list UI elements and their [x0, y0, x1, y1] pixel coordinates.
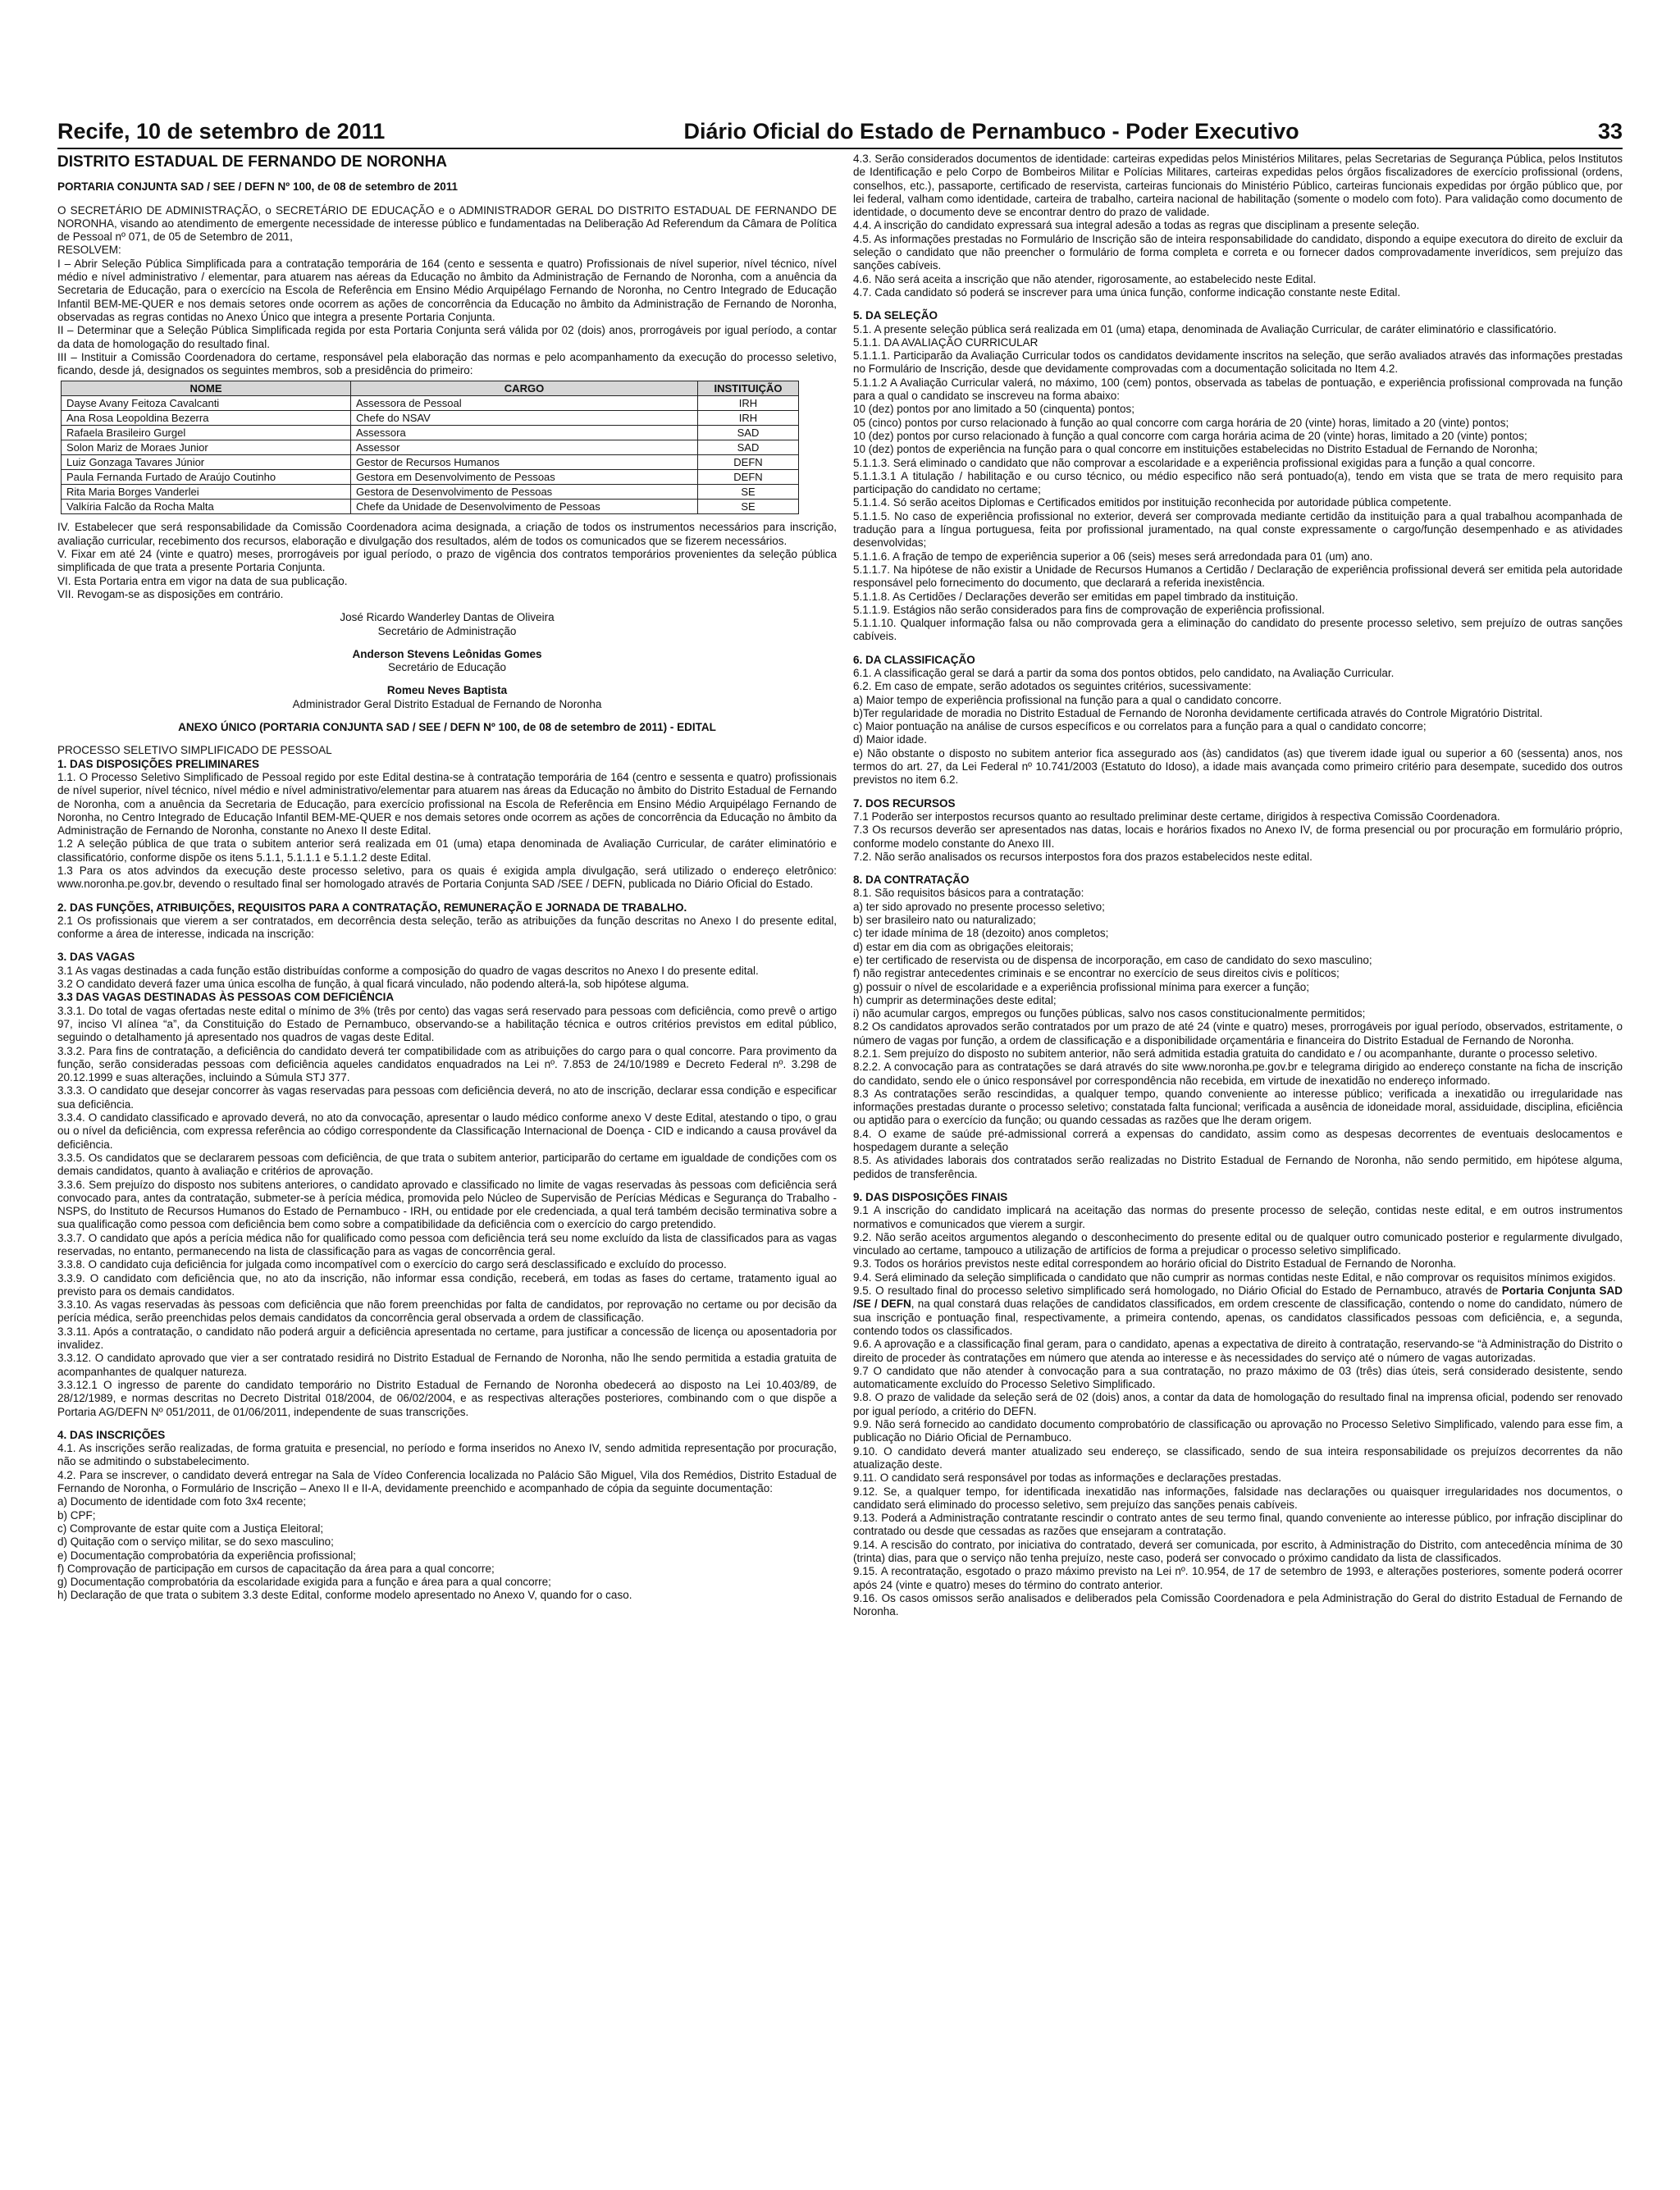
- paragraph: 9.6. A aprovação e a classificação final geram, para o candidato, apenas a expectativa de direito à contratação, reservando-se “à Administração do Distrito o direito de proceder às contratações em número que atenda ao interesse e às necessidades do serviço até o número de vagas autorizadas.: [853, 1338, 1623, 1364]
- paragraph: 3.3.9. O candidato com deficiência que, no ato da inscrição, não informar essa condição, receberá, em todas as fases do certame, tratamento igual ao previsto para os demais candidatos.: [57, 1271, 837, 1298]
- paragraph: a) ter sido aprovado no presente processo seletivo;: [853, 900, 1105, 913]
- paragraph: 10 (dez) pontos de experiência na função para o qual concorre em instituições estabelecidas no Distrito Estadual de Fernando de Noronha;: [853, 443, 1538, 456]
- resolvem: RESOLVEM:: [57, 244, 121, 257]
- cell-cargo: Gestora em Desenvolvimento de Pessoas: [351, 470, 698, 485]
- publication-title: Diário Oficial do Estado de Pernambuco - Poder Executivo: [683, 119, 1299, 144]
- paragraph: 9.15. A recontratação, esgotado o prazo máximo previsto na Lei nº. 10.954, de 17 de setembro de 1993, e alterações posteriores, somente poderá ocorrer após 24 (vinte e quatro) meses do término do contrato anterior.: [853, 1565, 1623, 1591]
- paragraph-9-5-start: 9.5. O resultado final do processo seletivo simplificado será homologado, no Diário Oficial do Estado de Pernambuco, através de: [853, 1284, 1502, 1298]
- cell-cargo: Chefe da Unidade de Desenvolvimento de Pessoas: [351, 500, 698, 514]
- paragraph: 5.1.1.6. A fração de tempo de experiência superior a 06 (seis) meses será arredondada para 01 (um) ano.: [853, 550, 1373, 563]
- section-3-title: 3. DAS VAGAS: [57, 951, 135, 964]
- cell-instituicao: IRH: [698, 396, 799, 411]
- paragraph: 1.2 A seleção pública de que trata o subitem anterior será realizada em 01 (uma) etapa denominada de Avaliação Curricular, de caráter eliminatório e classificatório, conforme dispõe os itens 5.1.1, 5.1.1.1 e 5.1.1.2 deste Edital.: [57, 837, 837, 864]
- list-item: h) Declaração de que trata o subitem 3.3 deste Edital, conforme modelo apresentado no Anexo V, quando for o caso.: [57, 1589, 632, 1602]
- item-ii: II – Determinar que a Seleção Pública Simplificada regida por esta Portaria Conjunta será válida por 02 (dois) anos, prorrogáveis por igual período, a contar da data de homologação do resultado final.: [57, 324, 837, 350]
- cell-cargo: Gestor de Recursos Humanos: [351, 455, 698, 470]
- table-row: [62, 426, 799, 440]
- page-number: 33: [1597, 119, 1623, 144]
- section-7-title: 7. DOS RECURSOS: [853, 796, 956, 810]
- paragraph: 3.3.4. O candidato classificado e aprovado deverá, no ato da convocação, apresentar o laudo médico conforme anexo V deste Edital, atestando o tipo, o grau ou o nível da deficiência, com expressa referência ao código correspondente da Classificação Internacional de Doença - CID e indicando a causa provável da deficiência.: [57, 1111, 837, 1151]
- list-item: b) CPF;: [57, 1508, 96, 1522]
- paragraph: 5.1.1.3.1 A titulação / habilitação e ou curso técnico, ou médio especifico não será pontuado(a), tendo em vista que se trata de mero requisito para participação do candidato no certame;: [853, 469, 1623, 496]
- paragraph: 6.2. Em caso de empate, serão adotados os seguintes critérios, sucessivamente:: [853, 680, 1252, 693]
- list-item: e) Documentação comprobatória da experiência profissional;: [57, 1549, 356, 1562]
- paragraph: 4.2. Para se inscrever, o candidato deverá entregar na Sala de Vídeo Conferencia localizada no Palácio São Miguel, Vila dos Remédios, Distrito Estadual de Fernando de Noronha, o Formulário de Inscrição – Anexo II e II-A, devidamente preenchido e acompanhado de cópia da seguinte documentação:: [57, 1468, 837, 1495]
- paragraph: 05 (cinco) pontos por curso relacionado à função ao qual concorre com carga horária de 20 (vinte) horas, limitado a 20 (vinte) pontos;: [853, 416, 1509, 429]
- paragraph: 9.14. A rescisão do contrato, por iniciativa do contratado, deverá ser comunicada, por escrito, à Administração do Distrito, com antecedência mínima de 30 (trinta) dias, para que o serviço não tenha prejuízo, neste caso, poderá ser convocado o próximo candidato da lista de classificados.: [853, 1538, 1623, 1564]
- paragraph: 5.1.1.1. Participarão da Avaliação Curricular todos os candidatos devidamente inscritos na seleção, que serão avaliados através das informações prestadas no Formulário de Inscrição, desde que devidamente comprovadas com a documentação solicitada no Item 4.2.: [853, 349, 1623, 376]
- paragraph: b) ser brasileiro nato ou naturalizado;: [853, 914, 1036, 927]
- paragraph: 8.1. São requisitos básicos para a contratação:: [853, 887, 1084, 900]
- table-row: [62, 396, 799, 411]
- paragraph: 10 (dez) pontos por ano limitado a 50 (cinquenta) pontos;: [853, 403, 1134, 416]
- paragraph: i) não acumular cargos, empregos ou funções públicas, salvo nos casos constitucionalmente permitidos;: [853, 1007, 1366, 1020]
- masthead: [57, 112, 1623, 149]
- table-row: [62, 470, 799, 485]
- paragraph: c) ter idade mínima de 18 (dezoito) anos completos;: [853, 927, 1109, 940]
- paragraph: 2.1 Os profissionais que vierem a ser contratados, em decorrência desta seleção, terão as atribuições da função descritas no Anexo I do presente edital, conforme a área de interesse, indicada na inscrição:: [57, 914, 837, 941]
- cell-instituicao: SE: [698, 500, 799, 514]
- cell-nome: Valkíria Falcão da Rocha Malta: [62, 500, 351, 514]
- paragraph: 5.1.1.9. Estágios não serão considerados para fins de comprovação de experiência profissional.: [853, 603, 1325, 616]
- list-item: d) Quitação com o serviço militar, se do sexo masculino;: [57, 1535, 334, 1549]
- paragraph: g) possuir o nível de escolaridade e a experiência profissional mínima para exercer a função;: [853, 980, 1310, 993]
- paragraph: 3.3.12.1 O ingresso de parente do candidato temporário no Distrito Estadual de Fernando de Noronha obedecerá ao disposto na Lei 10.403/89, de 28/12/1989, e normas descritas no Decreto Distrital 018/2004, de 06/02/2004, e as respectivas alterações posteriores, combinando com o que dispõe a Portaria AG/DEFN Nº 051/2011, de 01/06/2011, independente de suas transcrições.: [57, 1378, 837, 1418]
- cell-cargo: Chefe do NSAV: [351, 411, 698, 426]
- intro-paragraph: O SECRETÁRIO DE ADMINISTRAÇÃO, o SECRETÁRIO DE EDUCAÇÃO e o ADMINISTRADOR GERAL DO DISTRITO ESTADUAL DE FERNANDO DE NORONHA, visando ao atendimento de emergente necessidade de interesse público e fundamentadas na Deliberação Ad Referendum da Câmara de Política de Pessoal nº 071, de 05 de Setembro de 2011,: [57, 203, 837, 244]
- cell-nome: Dayse Avany Feitoza Cavalcanti: [62, 396, 351, 411]
- item-vii: VII. Revogam-se as disposições em contrário.: [57, 587, 284, 600]
- paragraph: 9.10. O candidato deverá manter atualizado seu endereço, se classificado, sendo de sua inteira responsabilidade os prejuízos decorrentes da não atualização deste.: [853, 1444, 1623, 1471]
- table-row: [62, 411, 799, 426]
- section-9-title: 9. DAS DISPOSIÇÕES FINAIS: [853, 1190, 1008, 1203]
- section-5-title: 5. DA SELEÇÃO: [853, 309, 938, 322]
- paragraph: 5.1.1.8. As Certidões / Declarações deverão ser emitidas em papel timbrado da instituição.: [853, 590, 1299, 603]
- paragraph: 1.3 Para os atos advindos da execução deste processo seletivo, para os quais é exigida ampla divulgação, será utilizado o endereço eletrônico: www.noronha.pe.gov.br, devendo o resultado final ser homologado através de Portaria Conjunta SAD /SEE / DEFN, publicada no Diário Oficial do Estado.: [57, 864, 837, 891]
- paragraph: 3.2 O candidato deverá fazer uma única escolha de função, à qual ficará vinculado, não podendo alterá-la, sob hipótese alguma.: [57, 978, 690, 991]
- paragraph: e) ter certificado de reservista ou de dispensa de incorporação, em caso de candidato do sexo masculino;: [853, 953, 1372, 966]
- signature-1-name: José Ricardo Wanderley Dantas de Oliveira: [340, 611, 555, 624]
- paragraph: 7.1 Poderão ser interpostos recursos quanto ao resultado preliminar deste certame, dirigidos à respectiva Comissão Coordenadora.: [853, 810, 1500, 823]
- paragraph: 9.11. O candidato será responsável por todas as informações e declarações prestadas.: [853, 1471, 1282, 1485]
- item-v: V. Fixar em até 24 (vinte e quatro) meses, prorrogáveis por igual período, o prazo de vigência dos contratos temporários provenientes da seleção pública simplificada de que trata a presente Portaria Conjunta.: [57, 548, 837, 574]
- paragraph: 7.3 Os recursos deverão ser apresentados nas datas, locais e horários fixados no Anexo IV, de forma presencial ou por procuração em formulário próprio, conforme modelo constante do Anexo III.: [853, 824, 1623, 850]
- list-item: g) Documentação comprobatória da escolaridade exigida para a função e área para a qual concorre;: [57, 1576, 551, 1589]
- paragraph: 5.1.1.5. No caso de experiência profissional no exterior, deverá ser comprovada mediante certidão da instituição para a qual trabalhou acompanhada de tradução para a língua portuguesa, feita por profissional juramentado, na qual conste expressamente o cargo/função desempenhado e as atividades desenvolvidas;: [853, 509, 1623, 550]
- signature-1-role: Secretário de Administração: [377, 624, 517, 637]
- paragraph: h) cumprir as determinações deste edital;: [853, 993, 1057, 1006]
- paragraph: 4.7. Cada candidato só poderá se inscrever para uma única função, conforme indicação constante neste Edital.: [853, 285, 1401, 299]
- paragraph: 3.3.3. O candidato que desejar concorrer às vagas reservadas para pessoas com deficiência deverá, no ato de inscrição, declarar essa condição e especificar sua deficiência.: [57, 1084, 837, 1111]
- paragraph: 9.1 A inscrição do candidato implicará na aceitação das normas do presente processo de seleção, contidas neste edital, e em outros instrumentos normativos e comunicados que vierem a surgir.: [853, 1204, 1623, 1230]
- paragraph: 9.9. Não será fornecido ao candidato documento comprobatório de classificação ou aprovação no Processo Seletivo Simplificado, valendo para esse fim, a publicação no Diário Oficial de Pernambuco.: [853, 1418, 1623, 1444]
- cell-nome: Paula Fernanda Furtado de Araújo Coutinho: [62, 470, 351, 485]
- paragraph: 9.13. Poderá a Administração contratante rescindir o contrato antes de seu termo final, quando conveniente ao interesse público, por infração disciplinar do contratado ou desde que cessadas as razões que ensejaram a contratação.: [853, 1512, 1623, 1538]
- paragraph: d) estar em dia com as obrigações eleitorais;: [853, 940, 1074, 953]
- section-3-3-title: 3.3 DAS VAGAS DESTINADAS ÀS PESSOAS COM DEFICIÊNCIA: [57, 991, 395, 1004]
- section-2-title: 2. DAS FUNÇÕES, ATRIBUIÇÕES, REQUISITOS PARA A CONTRATAÇÃO, REMUNERAÇÃO E JORNADA DE TRABALHO.: [57, 901, 687, 914]
- table-header-cargo: CARGO: [351, 381, 698, 396]
- section-6-title: 6. DA CLASSIFICAÇÃO: [853, 653, 975, 666]
- table-row: [62, 485, 799, 500]
- item-vi: VI. Esta Portaria entra em vigor na data de sua publicação.: [57, 574, 348, 587]
- paragraph: 3.3.11. Após a contratação, o candidato não poderá arguir a deficiência apresentada no certame, para justificar a concessão de licença ou aposentadoria por invalidez.: [57, 1325, 837, 1352]
- cell-nome: Rafaela Brasileiro Gurgel: [62, 426, 351, 440]
- paragraph: 5.1.1.2 A Avaliação Curricular valerá, no máximo, 100 (cem) pontos, observada as tabelas de pontuação, e experiência profissional comprovada na função para a qual o candidato se inscreveu na forma abaixo:: [853, 376, 1623, 403]
- cell-nome: Ana Rosa Leopoldina Bezerra: [62, 411, 351, 426]
- paragraph: 9.4. Será eliminado da seleção simplificada o candidato que não cumprir as normas contidas neste Edital, e não comprovar os requisitos mínimos exigidos.: [853, 1271, 1616, 1284]
- cell-instituicao: SAD: [698, 440, 799, 455]
- paragraph: 1.1. O Processo Seletivo Simplificado de Pessoal regido por este Edital destina-se à contratação temporária de 164 (centro e sessenta e quatro) profissionais de nível superior, nível técnico, nível médio e nível administrativo/elementar para atuarem nas áreas da Educação no âmbito do Distrito Estadual de Fernando de Noronha, com a anuência da Secretaria de Educação, para exercício profissional na Escola de Referência em Ensino Médio Arquipélago Fernando de Noronha, no Centro Integrado de Educação Infantil BEM-ME-QUER e nos demais setores onde ocorrem as ações de concorrência da Educação no âmbito da Administração de Fernando de Noronha, constante no Anexo II deste Edital.: [57, 770, 837, 837]
- paragraph: 3.3.6. Sem prejuízo do disposto nos subitens anteriores, o candidato aprovado e classificado no limite de vagas reservadas às pessoas com deficiência será convocado para, antes da contratação, submeter-se à perícia médica, promovida pelo Núcleo de Supervisão de Perícias Médicas e Segurança do Trabalho - NSPS, do Instituto de Recursos Humanos do Estado de Pernambuco - IRH, ou entidade por ele credenciada, a qual terá também decisão terminativa sobre a sua qualificação como pessoa com deficiência bem como sobre a compatibilidade da deficiência com o exercício do cargo pretendido.: [57, 1178, 837, 1231]
- paragraph: d) Maior idade.: [853, 733, 928, 746]
- paragraph: 3.3.5. Os candidatos que se declararem pessoas com deficiência, de que trata o subitem anterior, participarão do certame em igualdade de condições com os demais candidatos, quanto à avaliação e critérios de aprovação.: [57, 1151, 837, 1178]
- cell-nome: Solon Mariz de Moraes Junior: [62, 440, 351, 455]
- district-title: DISTRITO ESTADUAL DE FERNANDO DE NORONHA: [57, 153, 448, 171]
- paragraph-9-5-bold: Portaria Conjunta SAD /SE / DEFN: [853, 1284, 1623, 1311]
- paragraph: c) Maior pontuação na análise de cursos específicos e ou correlatos para a função para a qual o candidato concorre;: [853, 720, 1427, 733]
- signature-3-name: Romeu Neves Baptista: [386, 684, 508, 697]
- paragraph: 9.16. Os casos omissos serão analisados e deliberados pela Comissão Coordenadora e pela Administração do Geral do distrito Estadual de Fernando de Noronha.: [853, 1591, 1623, 1618]
- paragraph: 8.2 Os candidatos aprovados serão contratados por um prazo de até 24 (vinte e quatro) meses, prorrogáveis por igual período, observados, estritamente, o número de vagas por função, a ordem de classificação e a disponibilidade orçamentária e financeira do Distrito Estadual de Fernando de Noronha.: [853, 1020, 1623, 1047]
- cell-cargo: Assessora de Pessoal: [351, 396, 698, 411]
- portaria-title: PORTARIA CONJUNTA SAD / SEE / DEFN Nº 100, de 08 de setembro de 2011: [57, 180, 459, 194]
- item-iv: IV. Estabelecer que será responsabilidade da Comissão Coordenadora acima designada, a criação de todos os instrumentos necessários para inscrição, avaliação curricular, recebimento dos recursos, elaboração e divulgação dos resultados, além de todos os comunicados que se fizerem necessários.: [57, 521, 837, 547]
- paragraph: 5.1.1.10. Qualquer informação falsa ou não comprovada gera a eliminação do candidato do presente processo seletivo, sem prejuízo de outras sanções cabíveis.: [853, 617, 1623, 643]
- item-i: I – Abrir Seleção Pública Simplificada para a contratação temporária de 164 (cento e sessenta e quatro) Profissionais de nível superior, nível técnico, nível médio e nível administrativo / elementar, para atuarem nas aéreas da Educação no âmbito da Administração de Fernando de Noronha, com a anuência da Secretaria de Educação, para o exercício na Escola de Referência em Ensino Médio Arquipélago Fernando de Noronha, no Centro Integrado de Educação Infantil BEM-ME-QUER e nos demais setores onde ocorrem as ações de concorrência da Educação no âmbito da Administração de Fernando de Noronha, observadas as regras contidas no Anexo Único que integra a presente Portaria Conjunta.: [57, 257, 837, 323]
- paragraph: 4.3. Serão considerados documentos de identidade: carteiras expedidas pelos Ministérios Militares, pelas Secretarias de Segurança Pública, pelos Institutos de Identificação e pelo Corpo de Bombeiros Militar e Polícias Militares, carteiras expedidas pelos órgãos fiscalizadores de exercício profissional (ordens, conselhos, etc.), passaporte, certificado de reservista, carteiras funcionais do Ministério Público, carteiras funcionais expedidas por órgão público que, por lei federal, valham como identidade, carteira de trabalho, carteira nacional de habilitação (somente o modelo com foto). Para validação como documento de identidade, o documento deve se encontrar dentro do prazo de validade.: [853, 153, 1623, 219]
- paragraph: 6.1. A classificação geral se dará a partir da soma dos pontos obtidos, pelo candidato, na Avaliação Curricular.: [853, 666, 1395, 679]
- section-8-title: 8. DA CONTRATAÇÃO: [853, 874, 970, 887]
- paragraph-9-5: [853, 1284, 1623, 1338]
- cell-instituicao: DEFN: [698, 455, 799, 470]
- cell-cargo: Assessor: [351, 440, 698, 455]
- table-row: [62, 440, 799, 455]
- publication-date: Recife, 10 de setembro de 2011: [57, 119, 386, 144]
- cell-instituicao: SE: [698, 485, 799, 500]
- paragraph: 5.1.1.4. Só serão aceitos Diplomas e Certificados emitidos por instituição reconhecida por autoridade pública competente.: [853, 496, 1452, 509]
- paragraph: 5.1.1. DA AVALIAÇÃO CURRICULAR: [853, 335, 1039, 349]
- paragraph: 4.5. As informações prestadas no Formulário de Inscrição são de inteira responsabilidade do candidato, dispondo a equipe executora do direito de excluir da seleção o candidato que não preencher o formulário de forma completa e correta e ou fornecer dados comprovadamente inverídicos, sem prejuízo das sanções cabíveis.: [853, 232, 1623, 272]
- paragraph: 9.2. Não serão aceitos argumentos alegando o desconhecimento do presente edital ou de qualquer outro comunicado posterior e regularmente divulgado, vinculado ao certame, tampouco a utilização de artifícios de forma a prejudicar o processo seletivo simplificado.: [853, 1230, 1623, 1257]
- paragraph: a) Maior tempo de experiência profissional na função para a qual o candidato concorre.: [853, 693, 1282, 706]
- commission-table: [61, 381, 799, 514]
- paragraph: 4.4. A inscrição do candidato expressará sua integral adesão a todas as regras que disciplinam a presente seleção.: [853, 219, 1420, 232]
- list-item: f) Comprovação de participação em cursos de capacitação da área para a qual concorre;: [57, 1562, 495, 1575]
- table-row: [62, 500, 799, 514]
- paragraph: 5.1. A presente seleção pública será realizada em 01 (uma) etapa, denominada de Avaliação Curricular, de caráter eliminatório e classificatório.: [853, 322, 1557, 335]
- paragraph: 4.1. As inscrições serão realizadas, de forma gratuita e presencial, no período e forma inseridos no Anexo IV, sendo admitida representação por procuração, não se admitindo o substabelecimento.: [57, 1442, 837, 1468]
- paragraph: 9.12. Se, a qualquer tempo, for identificada inexatidão nas informações, falsidade nas declarações ou quaisquer irregularidades nos documentos, o candidato será eliminado do processo seletivo, sem prejuízo das sanções penais cabíveis.: [853, 1485, 1623, 1511]
- paragraph: 3.3.10. As vagas reservadas às pessoas com deficiência que não forem preenchidas por falta de candidatos, por reprovação no certame ou por decisão da perícia médica, serão preenchidas pelos demais candidatos da concorrência geral observada a ordem de classificação.: [57, 1298, 837, 1325]
- paragraph: 3.3.12. O candidato aprovado que vier a ser contratado residirá no Distrito Estadual de Fernando de Noronha, não lhe sendo permitida a estadia gratuita de acompanhantes de qualquer natureza.: [57, 1352, 837, 1378]
- paragraph: 8.5. As atividades laborais dos contratados serão realizadas no Distrito Estadual de Fernando de Noronha, não sendo permitido, em hipótese alguma, pedidos de transferência.: [853, 1154, 1623, 1180]
- right-column: [853, 153, 1623, 1618]
- paragraph: 9.7 O candidato que não atender à convocação para a sua contratação, no prazo máximo de 03 (três) dias úteis, será considerado desistente, sendo automaticamente excluído do Processo Seletivo Simplificado.: [853, 1364, 1623, 1391]
- cell-nome: Luiz Gonzaga Tavares Júnior: [62, 455, 351, 470]
- signature-3-role: Administrador Geral Distrito Estadual de Fernando de Noronha: [292, 697, 602, 710]
- paragraph: 3.3.2. Para fins de contratação, a deficiência do candidato deverá ter compatibilidade com as atribuições do cargo para o qual concorre. Para provimento da função, serão consideradas pessoas com deficiência aqueles candidatos enquadrados na Lei nº. 7.853 de 24/10/1989 e Decreto Federal nº. 3.298 de 20.12.1999 e suas alterações, incluindo a Súmula STJ 377.: [57, 1044, 837, 1084]
- paragraph: 3.1 As vagas destinadas a cada função estão distribuídas conforme a composição do quadro de vagas descritos no Anexo I do presente edital.: [57, 964, 759, 977]
- paragraph: 8.2.1. Sem prejuízo do disposto no subitem anterior, não será admitida estadia gratuita do candidato e / ou acompanhante, durante o processo seletivo.: [853, 1047, 1598, 1060]
- paragraph: 3.3.1. Do total de vagas ofertadas neste edital o mínimo de 3% (três por cento) das vagas será reservado para pessoas com deficiência, como prevê o artigo 97, inciso VI alínea “a”, da Constituição do Estado de Pernambuco, observando-se a habilitação técnica e outros critérios previstos em edital público, seguindo o detalhamento já apresentado nos quadros de vagas deste Edital.: [57, 1004, 837, 1044]
- table-header-nome: NOME: [62, 381, 351, 396]
- item-iii: III – Instituir a Comissão Coordenadora do certame, responsável pela elaboração das normas e pelo acompanhamento da execução do processo seletivo, ficando, desde já, designados os seguintes membros, sob a presidência do primeiro:: [57, 350, 837, 377]
- paragraph: e) Não obstante o disposto no subitem anterior fica assegurado aos (às) candidatos (as) que tiverem idade igual ou superior a 60 (sessenta) anos, nos termos do art. 27, da Lei Federal nº 10.741/2003 (Estatuto do Idoso), a idade mais avançada como primeiro critério para desempate, sucedido dos outros previstos no item 6.2.: [853, 746, 1623, 787]
- paragraph: 8.3 As contratações serão rescindidas, a qualquer tempo, quando conveniente ao interesse público; verificada a inexatidão ou irregularidade nas informações prestadas durante o processo seletivo; constatada falta funcional; verificada a ausência de idoneidade moral, assiduidade, disciplina, eficiência ou aptidão para o exercício da função; ou quando cessadas as razões que lhe deram origem.: [853, 1087, 1623, 1127]
- paragraph-9-5-end: , na qual constará duas relações de candidatos classificados, em ordem crescente de classificação, contendo o nome do candidato, número de sua inscrição e pontuação final, respectivamente, a primeira contendo, apenas, os candidatos classificados pessoas com deficiência, e, a segunda, contendo todos os classificados.: [853, 1298, 1623, 1337]
- cell-cargo: Gestora de Desenvolvimento de Pessoas: [351, 485, 698, 500]
- table-header-instituicao: INSTITUIÇÃO: [698, 381, 799, 396]
- paragraph: 9.8. O prazo de validade da seleção será de 02 (dois) anos, a contar da data de homologação do resultado final na imprensa oficial, podendo ser renovado por igual período, a critério do DEFN.: [853, 1391, 1623, 1417]
- section-1-title: 1. DAS DISPOSIÇÕES PRELIMINARES: [57, 757, 260, 770]
- paragraph: 4.6. Não será aceita a inscrição que não atender, rigorosamente, ao estabelecido neste Edital.: [853, 272, 1317, 285]
- paragraph: 8.2.2. A convocação para as contratações se dará através do site www.noronha.pe.gov.br e telegrama dirigido ao endereço constante na ficha de inscrição do candidato, sendo ele o único responsável por correspondência não recebida, em virtude de inexatidão no endereço informado.: [853, 1061, 1623, 1087]
- list-item: a) Documento de identidade com foto 3x4 recente;: [57, 1495, 307, 1508]
- section-4-title: 4. DAS INSCRIÇÕES: [57, 1428, 166, 1441]
- left-column: [57, 153, 837, 1603]
- paragraph: 10 (dez) pontos por curso relacionado à função a qual concorre com carga horária acima de 20 (vinte) horas, limitado a 20 (vinte) pontos;: [853, 429, 1527, 442]
- anexo-title: ANEXO ÚNICO (PORTARIA CONJUNTA SAD / SEE / DEFN Nº 100, de 08 de setembro de 2011) - EDITAL: [178, 721, 716, 734]
- signature-2-role: Secretário de Educação: [387, 661, 507, 674]
- paragraph: 3.3.7. O candidato que após a perícia médica não for qualificado como pessoa com deficiência terá seu nome excluído da lista de classificados para as vagas reservadas, no entanto, permanecendo na lista de classificação para as vagas de concorrência geral.: [57, 1231, 837, 1257]
- cell-instituicao: SAD: [698, 426, 799, 440]
- paragraph: f) não registrar antecedentes criminais e se encontrar no exercício de seus direitos civis e políticos;: [853, 967, 1340, 980]
- cell-instituicao: DEFN: [698, 470, 799, 485]
- paragraph: 5.1.1.3. Será eliminado o candidato que não comprovar a escolaridade e a experiência profissional exigidas para a função a qual concorre.: [853, 456, 1536, 469]
- paragraph: 3.3.8. O candidato cuja deficiência for julgada como incompatível com o exercício do cargo será desclassificado e excluído do processo.: [57, 1258, 727, 1271]
- cell-instituicao: IRH: [698, 411, 799, 426]
- cell-cargo: Assessora: [351, 426, 698, 440]
- processo-title: PROCESSO SELETIVO SIMPLIFICADO DE PESSOAL: [57, 744, 332, 757]
- paragraph: 9.3. Todos os horários previstos neste edital correspondem ao horário oficial do Distrito Estadual de Fernando de Noronha.: [853, 1257, 1457, 1271]
- list-item: c) Comprovante de estar quite com a Justiça Eleitoral;: [57, 1522, 324, 1535]
- paragraph: 5.1.1.7. Na hipótese de não existir a Unidade de Recursos Humanos a Certidão / Declaração de experiência profissional deverá ser emitida pela autoridade responsável pelo fornecimento do documento, que declarará a referida inexistência.: [853, 563, 1623, 590]
- paragraph: 8.4. O exame de saúde pré-admissional correrá a expensas do candidato, assim como as despesas decorrentes de eventuais deslocamentos e hospedagem durante a seleção: [853, 1127, 1623, 1154]
- paragraph: 7.2. Não serão analisados os recursos interpostos fora dos prazos estabelecidos neste edital.: [853, 850, 1312, 863]
- cell-nome: Rita Maria Borges Vanderlei: [62, 485, 351, 500]
- table-row: [62, 455, 799, 470]
- signature-2-name: Anderson Stevens Leônidas Gomes: [352, 647, 542, 660]
- paragraph: b)Ter regularidade de moradia no Distrito Estadual de Fernando de Noronha devidamente certificada através do Controle Migratório Distrital.: [853, 706, 1543, 719]
